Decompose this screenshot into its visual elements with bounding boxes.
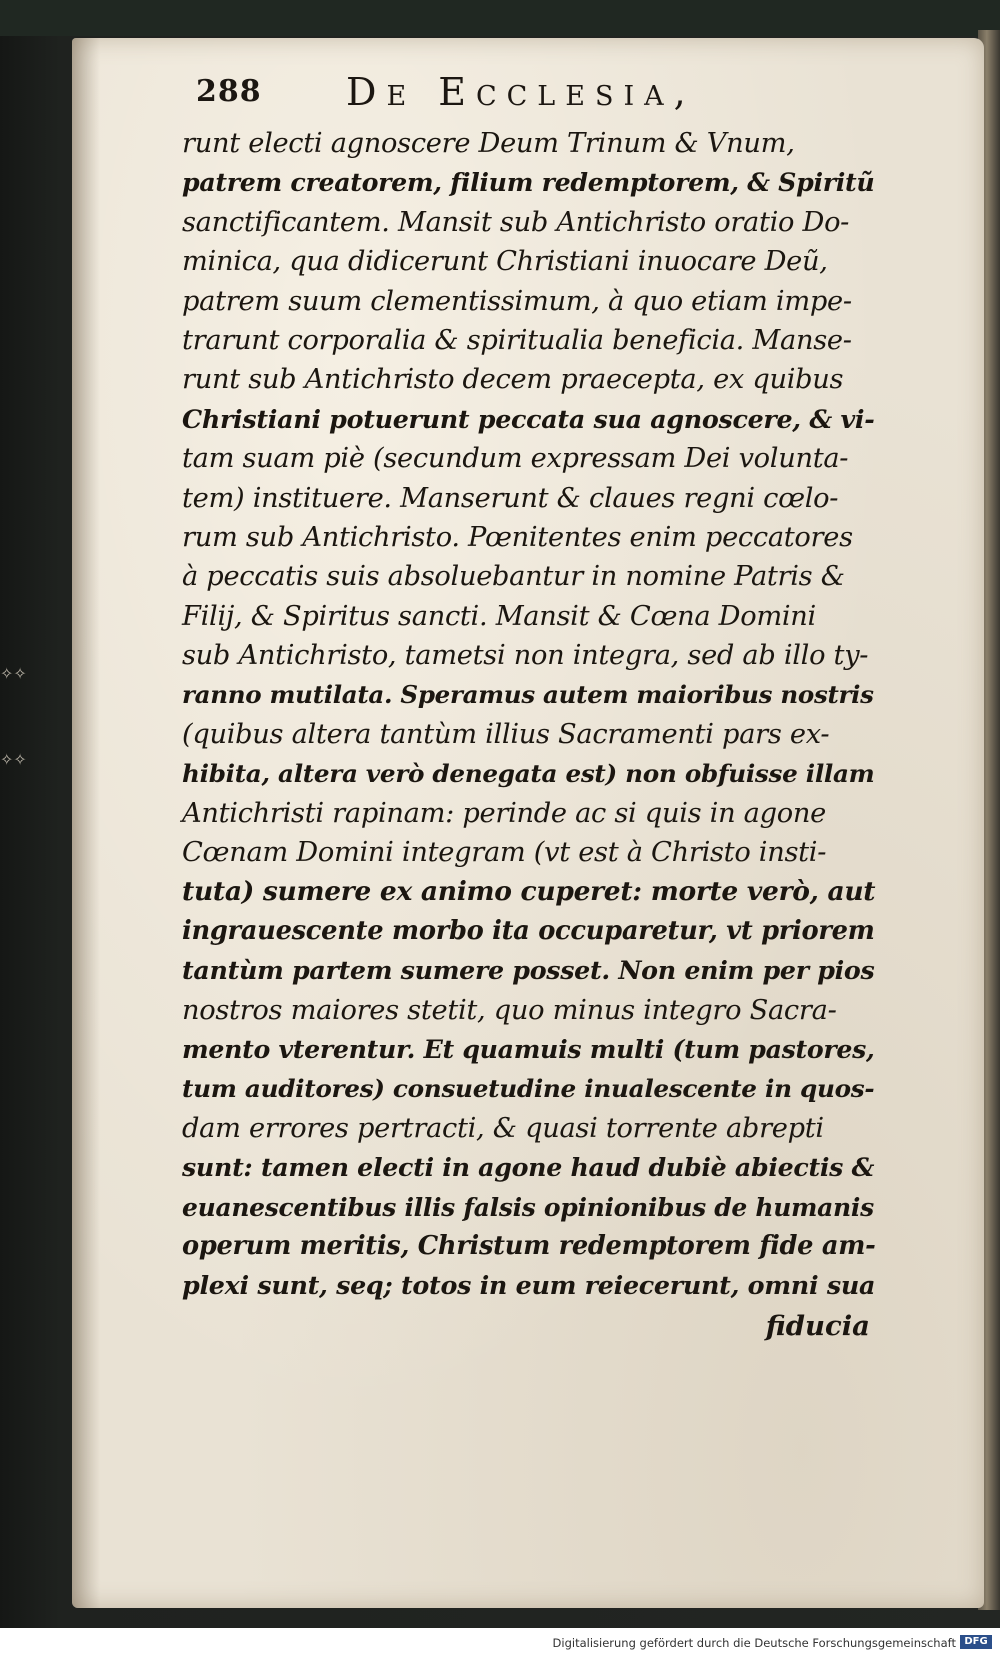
text-line: plexi sunt, seq; totos in eum reiecerunt, omni sua <box>182 1270 876 1301</box>
gutter-shadow <box>72 38 100 1608</box>
text-line: Cœnam Domini integram (vt est à Christo insti- <box>182 837 827 869</box>
text-line: (quibus altera tantùm illius Sacramenti pars ex- <box>182 718 830 750</box>
text-line: runt sub Antichristo decem praecepta, ex quibus <box>182 364 844 396</box>
text-line: sunt: tamen electi in agone haud dubiè abiectis & <box>182 1152 875 1183</box>
text-line: tem) instituere. Manserunt & claues regni cœlo- <box>182 482 839 514</box>
text-line: nostros maiores stetit, quo minus integro Sacra- <box>182 994 837 1026</box>
text-line: euanescentibus illis falsis opinionibus de humanis <box>182 1192 874 1222</box>
text-line: ingrauescente morbo ita occuparetur, vt priorem <box>182 915 875 946</box>
text-line: Antichristi rapinam: perinde ac si quis in agone <box>182 797 826 829</box>
funding-credit: Digitalisierung gefördert durch die Deutsche Forschungsgemeinschaft <box>552 1636 956 1650</box>
text-line: rum sub Antichristo. Pœnitentes enim peccatores <box>182 521 853 553</box>
running-title: De Ecclesia, <box>346 70 696 114</box>
scan-top-strip <box>0 0 1000 36</box>
facing-page-mark-bottom: ✧✧ <box>0 750 27 769</box>
text-line: sub Antichristo, tametsi non integra, sed ab illo ty- <box>182 640 869 672</box>
text-line: mento vterentur. Et quamuis multi (tum pastores, <box>182 1033 875 1064</box>
text-line: à peccatis suis absoluebantur in nomine Patris & <box>182 561 845 593</box>
facing-page-mark-top: ✧✧ <box>0 664 27 683</box>
text-line: patrem creatorem, filium redemptorem, & Spiritũ <box>182 167 875 198</box>
text-line: patrem suum clementissimum, à quo etiam impe- <box>182 285 852 317</box>
dfg-logo-icon: DFG <box>960 1635 992 1649</box>
text-line: tantùm partem sumere posset. Non enim per pios <box>182 955 875 986</box>
text-line: tum auditores) consuetudine inualescente in quos- <box>182 1074 875 1104</box>
text-line: ranno mutilata. Speramus autem maioribus nostris <box>182 680 874 710</box>
text-line: minica, qua didicerunt Christiani inuocare Deũ, <box>182 246 828 278</box>
page-number: 288 <box>196 74 262 109</box>
text-line: tuta) sumere ex animo cuperet: morte verò, aut <box>182 876 876 908</box>
text-line: runt electi agnoscere Deum Trinum & Vnum, <box>182 128 795 159</box>
text-line: sanctificantem. Mansit sub Antichristo oratio Do- <box>182 206 850 238</box>
body-text <box>182 124 882 1346</box>
text-line: tam suam piè (secundum expressam Dei volunta- <box>182 443 849 475</box>
footer-bar <box>0 1628 1000 1654</box>
text-line: trarunt corporalia & spiritualia beneficia. Manse- <box>182 324 852 356</box>
text-line: Filij, & Spiritus sancti. Mansit & Cœna Domini <box>182 600 816 632</box>
running-head <box>196 70 836 116</box>
text-line: operum meritis, Christum redemptorem fide am- <box>182 1230 876 1261</box>
catchword: fiducia <box>765 1309 870 1342</box>
text-line: hibita, altera verò denegata est) non obfuisse illam <box>182 759 875 789</box>
text-line: dam errores pertracti, & quasi torrente abrepti <box>182 1112 824 1144</box>
text-line: Christiani potuerunt peccata sua agnoscere, & vi- <box>182 403 875 434</box>
